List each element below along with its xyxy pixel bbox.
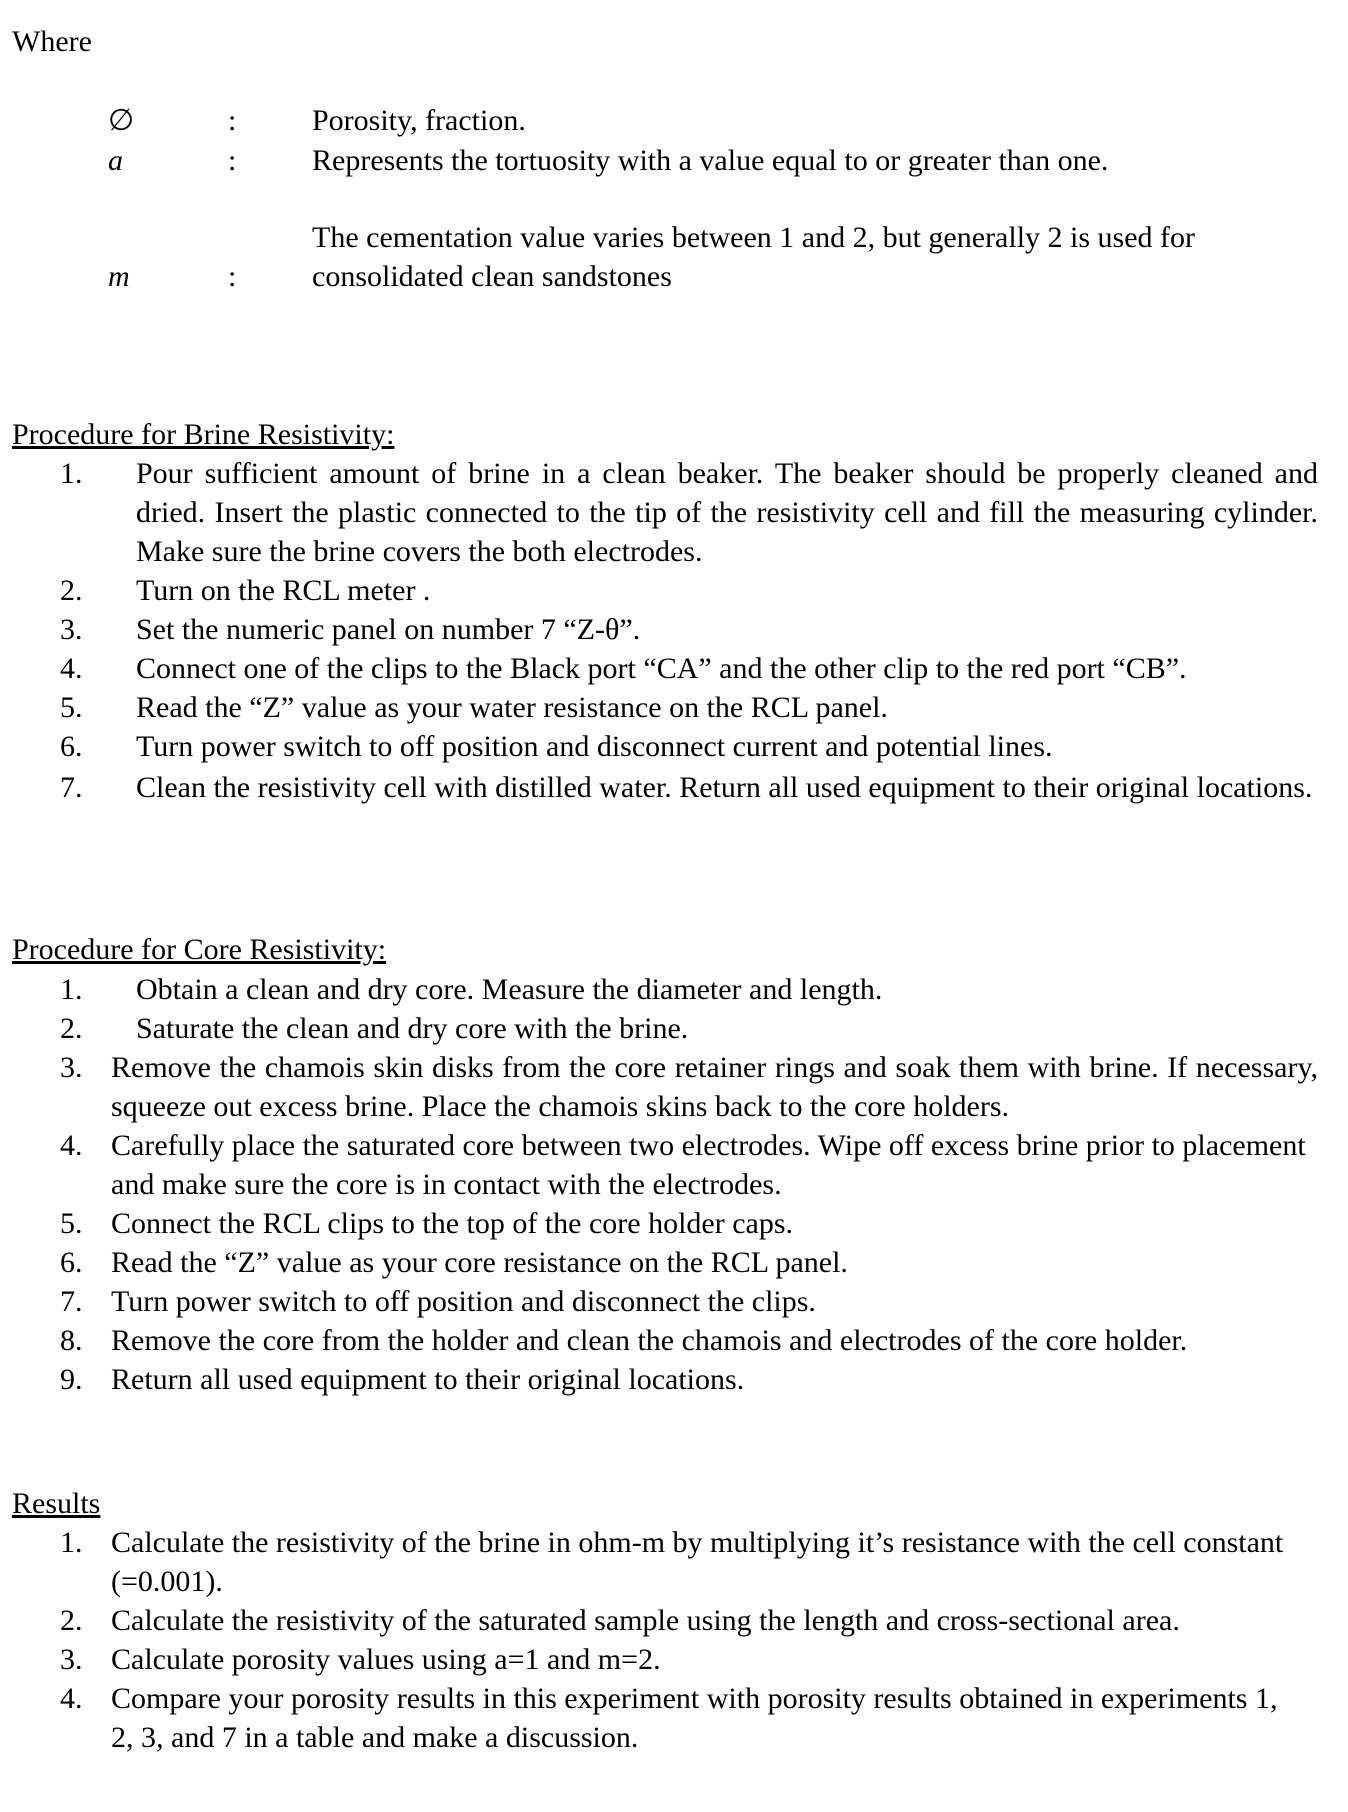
results-steps-list — [60, 1523, 1291, 1757]
porosity-symbol: ∅ — [108, 104, 135, 137]
list-item: 3. Calculate porosity values using a=1 and m=2. — [60, 1643, 661, 1676]
colon: : — [228, 144, 237, 177]
colon: : — [228, 104, 237, 137]
list-item: 7. Clean the resistivity cell with distilled water. Return all used equipment to their original locations. — [60, 771, 1313, 804]
cementation-definition-line2: consolidated clean sandstones — [312, 260, 672, 293]
results-heading: Results — [12, 1487, 101, 1520]
colon: : — [228, 260, 237, 293]
core-procedure-heading: Procedure for Core Resistivity: — [12, 933, 387, 966]
list-item: 1. Obtain a clean and dry core. Measure the diameter and length. — [60, 973, 883, 1006]
list-item: 7. Turn power switch to off position and disconnect the clips. — [60, 1285, 816, 1318]
list-item: 3. Set the numeric panel on number 7 “Z-θ”. — [60, 613, 641, 646]
tortuosity-symbol: a — [108, 144, 123, 177]
list-item: 4. Connect one of the clips to the Black port “CA” and the other clip to the red port “CB”. — [60, 652, 1187, 685]
list-item: 1. Pour sufficient amount of brine in a clean beaker. The beaker should be properly cleaned and dried. Insert the plastic connected to the tip of the resistivity cell and fill the measuring cylinder. Make sure the brine covers the both electrodes. — [60, 457, 1318, 568]
list-item: 2. Saturate the clean and dry core with the brine. — [60, 1012, 689, 1045]
list-item: 4. Carefully place the saturated core between two electrodes. Wipe off excess brine prior to placement and make sure the core is in contact with the electrodes. — [60, 1129, 1306, 1201]
list-item: 6. Read the “Z” value as your core resistance on the RCL panel. — [60, 1246, 848, 1279]
cementation-definition-line1: The cementation value varies between 1 and 2, but generally 2 is used for — [312, 221, 1196, 254]
list-item: 8. Remove the core from the holder and clean the chamois and electrodes of the core holder. — [60, 1324, 1188, 1357]
core-steps-list — [60, 970, 1318, 1399]
list-item: 5. Read the “Z” value as your water resistance on the RCL panel. — [60, 691, 888, 724]
list-item: 5. Connect the RCL clips to the top of the core holder caps. — [60, 1207, 794, 1240]
brine-procedure-heading: Procedure for Brine Resistivity: — [12, 418, 395, 451]
tortuosity-definition: Represents the tortuosity with a value equal to or greater than one. — [312, 144, 1109, 177]
porosity-definition: Porosity, fraction. — [312, 104, 526, 137]
list-item: 2. Turn on the RCL meter . — [60, 574, 431, 607]
brine-steps-list — [60, 454, 1318, 810]
list-item: 9. Return all used equipment to their original locations. — [60, 1363, 745, 1396]
list-item: 2. Calculate the resistivity of the saturated sample using the length and cross-sectional area. — [60, 1604, 1180, 1637]
list-item: 3. Remove the chamois skin disks from the core retainer rings and soak them with brine. If necessary, squeeze out excess brine. Place the chamois skins back to the core holders. — [60, 1051, 1318, 1123]
list-item: 4. Compare your porosity results in this experiment with porosity results obtained in experiments 1, 2, 3, and 7 in a table and make a discussion. — [60, 1682, 1278, 1754]
where-label: Where — [12, 25, 92, 58]
list-item: 6. Turn power switch to off position and disconnect current and potential lines. — [60, 730, 1053, 763]
cementation-symbol: m — [108, 260, 130, 293]
list-item: 1. Calculate the resistivity of the brine in ohm-m by multiplying it’s resistance with the cell constant (=0.001). — [60, 1526, 1284, 1598]
